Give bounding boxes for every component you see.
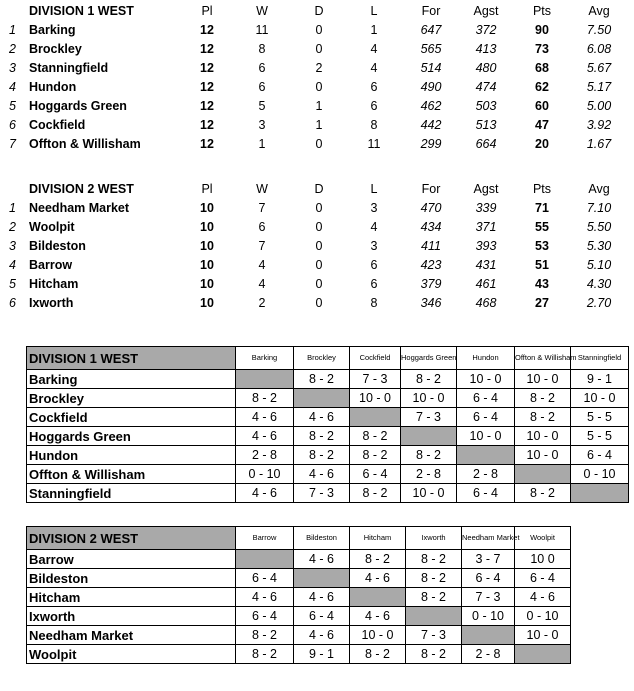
- grid-cell-score: 8 - 2: [406, 645, 462, 664]
- cell-l: 8: [370, 118, 378, 132]
- cell-d: 0: [315, 80, 323, 94]
- cell-l: 4: [370, 61, 378, 75]
- grid-column-header: Hoggards Green: [401, 347, 457, 370]
- cell-pl: 10: [200, 258, 214, 272]
- grid-cell-score: 10 0: [515, 550, 571, 569]
- cell-team: Hoggards Green: [29, 99, 127, 113]
- cell-l: 3: [370, 239, 378, 253]
- grid-cell-score: 6 - 4: [571, 446, 629, 465]
- cell-l: 1: [370, 23, 378, 37]
- grid-cell-score: 0 - 10: [515, 607, 571, 626]
- table-row: [0, 135, 634, 154]
- table-row: [0, 21, 634, 40]
- grid-cell-blank: [350, 588, 406, 607]
- cell-w: 6: [258, 61, 266, 75]
- cell-team: Ixworth: [29, 296, 74, 310]
- cell-pts: 71: [535, 201, 549, 215]
- cell-agst: 503: [475, 99, 497, 113]
- grid-cell-score: 10 - 0: [515, 446, 571, 465]
- cell-w: 3: [258, 118, 266, 132]
- grid-row-team: Hitcham: [27, 588, 236, 607]
- col-pts: Pts: [532, 4, 552, 18]
- grid-cell-score: 7 - 3: [350, 370, 401, 389]
- grid-cell-blank: [515, 645, 571, 664]
- table-row: [0, 97, 634, 116]
- grid-cell-score: 0 - 10: [462, 607, 515, 626]
- cell-pts: 51: [535, 258, 549, 272]
- col-avg: Avg: [588, 182, 610, 196]
- grid-cell-score: 10 - 0: [457, 427, 515, 446]
- grid-column-header: Bildeston: [294, 527, 350, 550]
- cell-agst: 474: [475, 80, 497, 94]
- cell-w: 2: [258, 296, 266, 310]
- cell-d: 0: [315, 23, 323, 37]
- grid-row: [27, 569, 571, 588]
- div1-grid-title: DIVISION 1 WEST: [27, 347, 236, 370]
- cell-for: 442: [420, 118, 442, 132]
- cell-avg: 5.50: [586, 220, 612, 234]
- grid-cell-score: 8 - 2: [236, 389, 294, 408]
- grid-cell-score: 9 - 1: [294, 645, 350, 664]
- grid-cell-score: 6 - 4: [457, 408, 515, 427]
- grid-row-team: Offton & Willisham: [27, 465, 236, 484]
- cell-pl: 12: [200, 99, 214, 113]
- grid-cell-score: 6 - 4: [515, 569, 571, 588]
- cell-avg: 5.67: [586, 61, 612, 75]
- grid-cell-blank: [236, 370, 294, 389]
- cell-l: 6: [370, 277, 378, 291]
- cell-for: 299: [420, 137, 442, 151]
- cell-w: 1: [258, 137, 266, 151]
- grid-cell-score: 6 - 4: [462, 569, 515, 588]
- cell-pl: 12: [200, 118, 214, 132]
- cell-avg: 2.70: [586, 296, 612, 310]
- grid-cell-score: 10 - 0: [401, 389, 457, 408]
- grid-column-header: Barrow: [236, 527, 294, 550]
- grid-cell-score: 7 - 3: [462, 588, 515, 607]
- grid-cell-score: 10 - 0: [350, 389, 401, 408]
- grid-cell-score: 10 - 0: [401, 484, 457, 503]
- cell-avg: 6.08: [586, 42, 612, 56]
- col-d: D: [314, 182, 324, 196]
- cell-pts: 43: [535, 277, 549, 291]
- col-avg: Avg: [588, 4, 610, 18]
- cell-agst: 413: [475, 42, 497, 56]
- table-row: [0, 237, 634, 256]
- cell-pts: 20: [535, 137, 549, 151]
- grid-row-team: Cockfield: [27, 408, 236, 427]
- cell-pl: 12: [200, 137, 214, 151]
- grid-row-team: Barking: [27, 370, 236, 389]
- grid-cell-score: 0 - 10: [236, 465, 294, 484]
- cell-team: Barrow: [29, 258, 73, 272]
- cell-for: 411: [421, 239, 441, 253]
- grid-row-team: Stanningfield: [27, 484, 236, 503]
- grid-cell-score: 0 - 10: [571, 465, 629, 484]
- col-w: W: [256, 4, 268, 18]
- cell-l: 8: [370, 296, 378, 310]
- grid-cell-score: 8 - 2: [515, 408, 571, 427]
- grid-row-team: Needham Market: [27, 626, 236, 645]
- grid-cell-score: 7 - 3: [294, 484, 350, 503]
- grid-cell-score: 2 - 8: [236, 446, 294, 465]
- cell-d: 0: [315, 42, 323, 56]
- cell-avg: 5.30: [586, 239, 612, 253]
- cell-d: 2: [315, 61, 323, 75]
- div2-grid-header-row: [27, 527, 571, 550]
- col-pl: Pl: [201, 4, 213, 18]
- cell-team: Hundon: [29, 80, 77, 94]
- cell-d: 0: [315, 296, 323, 310]
- grid-cell-score: 6 - 4: [350, 465, 401, 484]
- grid-cell-blank: [401, 427, 457, 446]
- table-row: [0, 256, 634, 275]
- grid-cell-score: 2 - 8: [401, 465, 457, 484]
- table-row: [0, 40, 634, 59]
- grid-cell-score: 5 - 5: [571, 427, 629, 446]
- grid-row: [27, 427, 629, 446]
- cell-pts: 27: [535, 296, 549, 310]
- cell-agst: 431: [475, 258, 497, 272]
- cell-pts: 62: [535, 80, 549, 94]
- col-for: For: [421, 4, 441, 18]
- grid-cell-score: 8 - 2: [350, 484, 401, 503]
- grid-cell-score: 4 - 6: [236, 484, 294, 503]
- cell-pl: 12: [200, 23, 214, 37]
- col-w: W: [256, 182, 268, 196]
- cell-avg: 5.10: [586, 258, 612, 272]
- cell-pos: 5: [9, 99, 16, 113]
- cell-pl: 12: [200, 42, 214, 56]
- grid-cell-blank: [462, 626, 515, 645]
- grid-cell-score: 8 - 2: [515, 389, 571, 408]
- cell-pts: 53: [535, 239, 549, 253]
- grid-cell-score: 8 - 2: [406, 588, 462, 607]
- cell-w: 6: [258, 80, 266, 94]
- div2-grid-title: DIVISION 2 WEST: [27, 527, 236, 550]
- cell-agst: 371: [475, 220, 497, 234]
- cell-avg: 1.67: [586, 137, 612, 151]
- grid-cell-score: 10 - 0: [515, 427, 571, 446]
- grid-cell-score: 4 - 6: [294, 408, 350, 427]
- grid-cell-blank: [457, 446, 515, 465]
- div1-league-table: [0, 2, 634, 154]
- cell-avg: 5.17: [586, 80, 612, 94]
- grid-cell-score: 8 - 2: [515, 484, 571, 503]
- cell-team: Needham Market: [29, 201, 130, 215]
- cell-for: 346: [420, 296, 442, 310]
- grid-cell-score: 4 - 6: [350, 569, 406, 588]
- grid-cell-score: 6 - 4: [457, 484, 515, 503]
- grid-row: [27, 607, 571, 626]
- cell-pts: 60: [535, 99, 549, 113]
- grid-cell-score: 8 - 2: [406, 550, 462, 569]
- cell-d: 0: [315, 239, 323, 253]
- cell-l: 4: [370, 42, 378, 56]
- col-l: L: [370, 4, 378, 18]
- div1-table-body: [0, 21, 634, 154]
- grid-cell-score: 8 - 2: [350, 645, 406, 664]
- grid-cell-score: 9 - 1: [571, 370, 629, 389]
- cell-team: Stanningfield: [29, 61, 109, 75]
- grid-cell-score: 10 - 0: [515, 626, 571, 645]
- table-row: [0, 59, 634, 78]
- cell-pts: 73: [535, 42, 549, 56]
- cell-for: 470: [420, 201, 442, 215]
- div1-results-grid: [26, 346, 629, 503]
- grid-row: [27, 408, 629, 427]
- grid-cell-score: 8 - 2: [294, 427, 350, 446]
- cell-pos: 3: [9, 239, 16, 253]
- grid-cell-score: 6 - 4: [457, 389, 515, 408]
- grid-row: [27, 484, 629, 503]
- grid-column-header: Barking: [236, 347, 294, 370]
- cell-team: Offton & Willisham: [29, 137, 141, 151]
- cell-d: 0: [315, 137, 323, 151]
- grid-cell-score: 8 - 2: [294, 370, 350, 389]
- cell-pos: 4: [9, 258, 16, 272]
- cell-w: 4: [258, 277, 266, 291]
- grid-cell-score: 6 - 4: [236, 569, 294, 588]
- grid-cell-score: 8 - 2: [401, 446, 457, 465]
- col-pl: Pl: [201, 182, 213, 196]
- cell-pts: 47: [535, 118, 549, 132]
- grid-cell-score: 6 - 4: [236, 607, 294, 626]
- cell-team: Hitcham: [29, 277, 79, 291]
- div2-results-grid: [26, 526, 571, 664]
- grid-row: [27, 446, 629, 465]
- cell-l: 6: [370, 80, 378, 94]
- table-row: [0, 218, 634, 237]
- grid-row: [27, 465, 629, 484]
- cell-pl: 12: [200, 61, 214, 75]
- col-pts: Pts: [532, 182, 552, 196]
- cell-pl: 10: [200, 296, 214, 310]
- cell-d: 0: [315, 220, 323, 234]
- grid-cell-score: 4 - 6: [294, 550, 350, 569]
- cell-d: 1: [315, 118, 323, 132]
- grid-cell-score: 10 - 0: [571, 389, 629, 408]
- cell-agst: 468: [475, 296, 497, 310]
- grid-column-header: Ixworth: [406, 527, 462, 550]
- grid-cell-score: 8 - 2: [294, 446, 350, 465]
- cell-d: 0: [315, 277, 323, 291]
- cell-l: 6: [370, 258, 378, 272]
- grid-cell-score: 3 - 7: [462, 550, 515, 569]
- grid-row: [27, 550, 571, 569]
- cell-agst: 372: [475, 23, 497, 37]
- grid-cell-blank: [294, 389, 350, 408]
- cell-for: 647: [420, 23, 442, 37]
- div2-league-table: [0, 180, 634, 313]
- cell-w: 7: [258, 239, 266, 253]
- table-row: [0, 116, 634, 135]
- grid-row: [27, 370, 629, 389]
- cell-for: 490: [420, 80, 442, 94]
- cell-avg: 4.30: [586, 277, 612, 291]
- cell-w: 8: [258, 42, 266, 56]
- cell-w: 5: [258, 99, 266, 113]
- cell-for: 565: [420, 42, 442, 56]
- grid-cell-score: 4 - 6: [236, 588, 294, 607]
- grid-cell-score: 8 - 2: [236, 626, 294, 645]
- cell-for: 434: [420, 220, 442, 234]
- table-row: [0, 294, 634, 313]
- cell-team: Woolpit: [29, 220, 75, 234]
- grid-row: [27, 389, 629, 408]
- grid-cell-score: 4 - 6: [294, 588, 350, 607]
- table-row: [0, 275, 634, 294]
- cell-w: 4: [258, 258, 266, 272]
- cell-pos: 3: [9, 61, 16, 75]
- div2-table-title: DIVISION 2 WEST: [29, 182, 134, 196]
- cell-pos: 7: [9, 137, 16, 151]
- cell-team: Barking: [29, 23, 76, 37]
- cell-pl: 10: [200, 277, 214, 291]
- cell-avg: 3.92: [586, 118, 612, 132]
- cell-team: Brockley: [29, 42, 82, 56]
- grid-cell-score: 2 - 8: [462, 645, 515, 664]
- grid-column-header: Hitcham: [350, 527, 406, 550]
- grid-cell-blank: [571, 484, 629, 503]
- grid-row-team: Hundon: [27, 446, 236, 465]
- div1-table-header: [0, 2, 634, 21]
- grid-cell-score: 10 - 0: [515, 370, 571, 389]
- grid-cell-blank: [236, 550, 294, 569]
- grid-column-header: Stanningfield: [571, 347, 629, 370]
- col-for: For: [421, 182, 441, 196]
- cell-pos: 1: [9, 23, 16, 37]
- cell-l: 11: [367, 137, 381, 151]
- cell-l: 6: [370, 99, 378, 113]
- cell-l: 3: [370, 201, 378, 215]
- cell-avg: 7.10: [586, 201, 612, 215]
- grid-cell-score: 8 - 2: [236, 645, 294, 664]
- cell-d: 0: [315, 201, 323, 215]
- grid-row-team: Brockley: [27, 389, 236, 408]
- col-agst: Agst: [473, 182, 499, 196]
- cell-for: 379: [420, 277, 442, 291]
- grid-column-header: Needham Market: [462, 527, 515, 550]
- grid-cell-blank: [406, 607, 462, 626]
- cell-pos: 5: [9, 277, 16, 291]
- grid-cell-score: 4 - 6: [350, 607, 406, 626]
- grid-cell-score: 8 - 2: [350, 427, 401, 446]
- grid-cell-score: 8 - 2: [401, 370, 457, 389]
- grid-cell-blank: [294, 569, 350, 588]
- div1-grid-header-row: [27, 347, 629, 370]
- cell-w: 11: [255, 23, 269, 37]
- cell-agst: 393: [475, 239, 497, 253]
- cell-pl: 10: [200, 220, 214, 234]
- col-l: L: [370, 182, 378, 196]
- grid-column-header: Hundon: [457, 347, 515, 370]
- cell-w: 6: [258, 220, 266, 234]
- div2-table-body: [0, 199, 634, 313]
- cell-pos: 2: [9, 42, 16, 56]
- cell-pl: 12: [200, 80, 214, 94]
- grid-row-team: Bildeston: [27, 569, 236, 588]
- cell-w: 7: [258, 201, 266, 215]
- cell-pl: 10: [200, 239, 214, 253]
- div2-table-header: [0, 180, 634, 199]
- cell-for: 462: [420, 99, 442, 113]
- grid-row: [27, 645, 571, 664]
- grid-cell-blank: [515, 465, 571, 484]
- table-row: [0, 78, 634, 97]
- grid-cell-blank: [350, 408, 401, 427]
- grid-cell-score: 5 - 5: [571, 408, 629, 427]
- cell-agst: 461: [475, 277, 497, 291]
- grid-cell-score: 7 - 3: [406, 626, 462, 645]
- table-row: [0, 199, 634, 218]
- grid-row-team: Barrow: [27, 550, 236, 569]
- grid-row: [27, 588, 571, 607]
- cell-agst: 339: [475, 201, 497, 215]
- cell-pts: 55: [535, 220, 549, 234]
- grid-row: [27, 626, 571, 645]
- grid-cell-score: 10 - 0: [457, 370, 515, 389]
- cell-team: Cockfield: [29, 118, 86, 132]
- div1-table-title: DIVISION 1 WEST: [29, 4, 134, 18]
- grid-cell-score: 4 - 6: [294, 465, 350, 484]
- grid-cell-score: 6 - 4: [294, 607, 350, 626]
- grid-cell-score: 10 - 0: [350, 626, 406, 645]
- cell-avg: 7.50: [586, 23, 612, 37]
- grid-cell-score: 8 - 2: [350, 446, 401, 465]
- cell-pts: 90: [535, 23, 549, 37]
- cell-pos: 2: [9, 220, 16, 234]
- grid-cell-score: 8 - 2: [350, 550, 406, 569]
- cell-pos: 6: [9, 296, 16, 310]
- grid-cell-score: 7 - 3: [401, 408, 457, 427]
- col-agst: Agst: [473, 4, 499, 18]
- grid-cell-score: 4 - 6: [236, 408, 294, 427]
- col-d: D: [314, 4, 324, 18]
- cell-for: 423: [420, 258, 442, 272]
- cell-team: Bildeston: [29, 239, 86, 253]
- grid-cell-score: 8 - 2: [406, 569, 462, 588]
- cell-l: 4: [370, 220, 378, 234]
- cell-d: 1: [315, 99, 323, 113]
- grid-cell-score: 2 - 8: [457, 465, 515, 484]
- cell-for: 514: [420, 61, 442, 75]
- cell-agst: 664: [475, 137, 497, 151]
- cell-d: 0: [315, 258, 323, 272]
- cell-pl: 10: [200, 201, 214, 215]
- cell-agst: 480: [475, 61, 497, 75]
- cell-pts: 68: [535, 61, 549, 75]
- grid-column-header: Cockfield: [350, 347, 401, 370]
- grid-row-team: Ixworth: [27, 607, 236, 626]
- grid-column-header: Brockley: [294, 347, 350, 370]
- cell-pos: 1: [9, 201, 16, 215]
- grid-cell-score: 4 - 6: [236, 427, 294, 446]
- grid-row-team: Woolpit: [27, 645, 236, 664]
- cell-pos: 6: [9, 118, 16, 132]
- cell-avg: 5.00: [586, 99, 612, 113]
- cell-pos: 4: [9, 80, 16, 94]
- grid-column-header: Woolpit: [515, 527, 571, 550]
- grid-cell-score: 4 - 6: [294, 626, 350, 645]
- cell-agst: 513: [475, 118, 497, 132]
- grid-row-team: Hoggards Green: [27, 427, 236, 446]
- grid-cell-score: 4 - 6: [515, 588, 571, 607]
- grid-column-header: Offton & Willisham: [515, 347, 571, 370]
